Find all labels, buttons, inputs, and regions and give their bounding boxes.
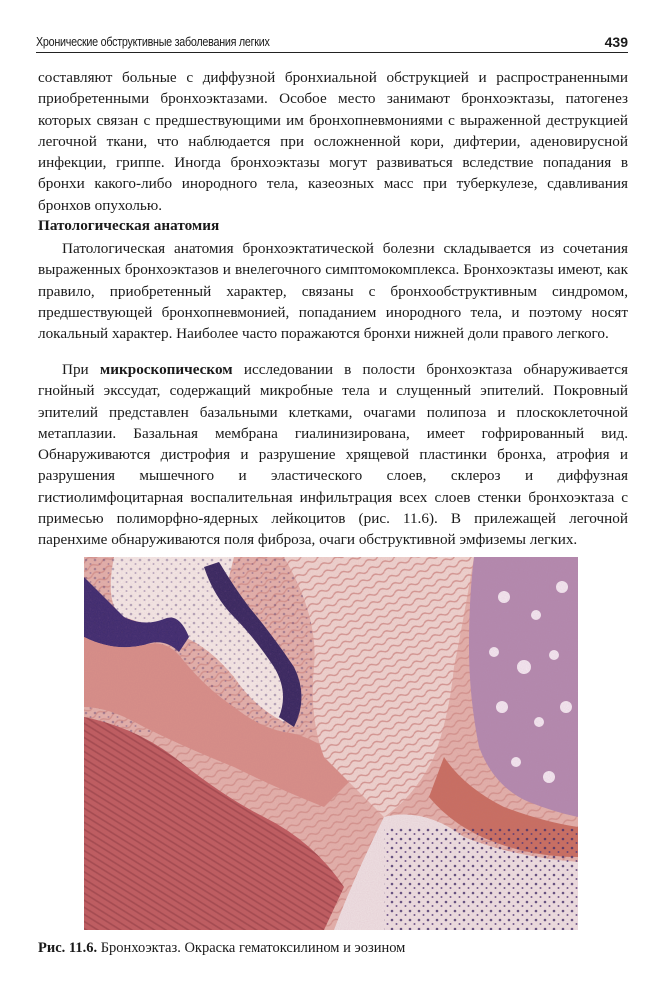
- figure-caption-text: Бронхоэктаз. Окраска гематоксилином и эозином: [97, 940, 406, 956]
- section-heading: Патологическая анатомия: [38, 217, 220, 234]
- paragraph-3: [38, 359, 628, 551]
- histology-figure: [84, 557, 578, 930]
- figure-caption: [38, 940, 405, 957]
- running-title: Хронические обструктивные заболевания легких: [36, 35, 270, 49]
- paragraph-3-bold-term: микроскопическом: [99, 361, 233, 378]
- paragraph-3-text: исследовании в полости бронхоэктаза обнаруживается гнойный экссудат, содержащий микробные тела и слущенный эпителий. Покровный эпителий представлен базальными клетками, очагами полипоза и плоскоклеточной метаплазии. Базальная мембрана гиалинизирована, имеет гофрированный вид. Обнаруживаются дистрофия и разрушение хрящевой пластинки бронха, атрофия и разрушения мышечного и эластического слоев, склероз и диффузная гистиолимфоцитарная воспалительная инфильтрация всех слоев стенки бронхоэктаза с примесью полиморфно-ядерных лейкоцитов (рис. 11.6). В прилежащей легочной паренхиме обнаруживаются поля фиброза, очаги обструктивной эмфиземы легких.: [38, 361, 628, 549]
- paragraph-1: составляют больные с диффузной бронхиальной обструкцией и распространенными приобретенными бронхоэктазами. Особое место занимают бронхоэктазы, патогенез которых связан с предшествующими им бронхопневмониями с выраженной деструкцией легочной ткани, что наблюдается при осложненной кори, дифтерии, аденовирусной инфекции, гриппе. Иногда бронхоэктазы могут развиваться вследствие попадания в бронхи какого-либо инородного тела, казеозных масс при туберкулезе, сдавливания бронхов опухолью.: [38, 69, 628, 214]
- figure-caption-label: Рис. 11.6.: [38, 940, 98, 956]
- histology-micrograph: [84, 557, 578, 930]
- running-header: [36, 34, 628, 53]
- micrograph-grain: [84, 557, 578, 930]
- paragraph-2: Патологическая анатомия бронхоэктатической болезни складывается из сочетания выраженных бронхоэктазов и внелегочного симптомокомплекса. Бронхоэктазы имеют, как правило, приобретенный характер, связаны с бронхообструктивным синдромом, предшествующей бронхопневмонией, попаданием инородного тела, и поэтому носят локальный характер. Наиболее часто поражаются бронхи нижней доли правого легкого.: [38, 240, 628, 343]
- page-number: 439: [604, 34, 628, 50]
- paragraph-3-lead: При: [62, 361, 100, 378]
